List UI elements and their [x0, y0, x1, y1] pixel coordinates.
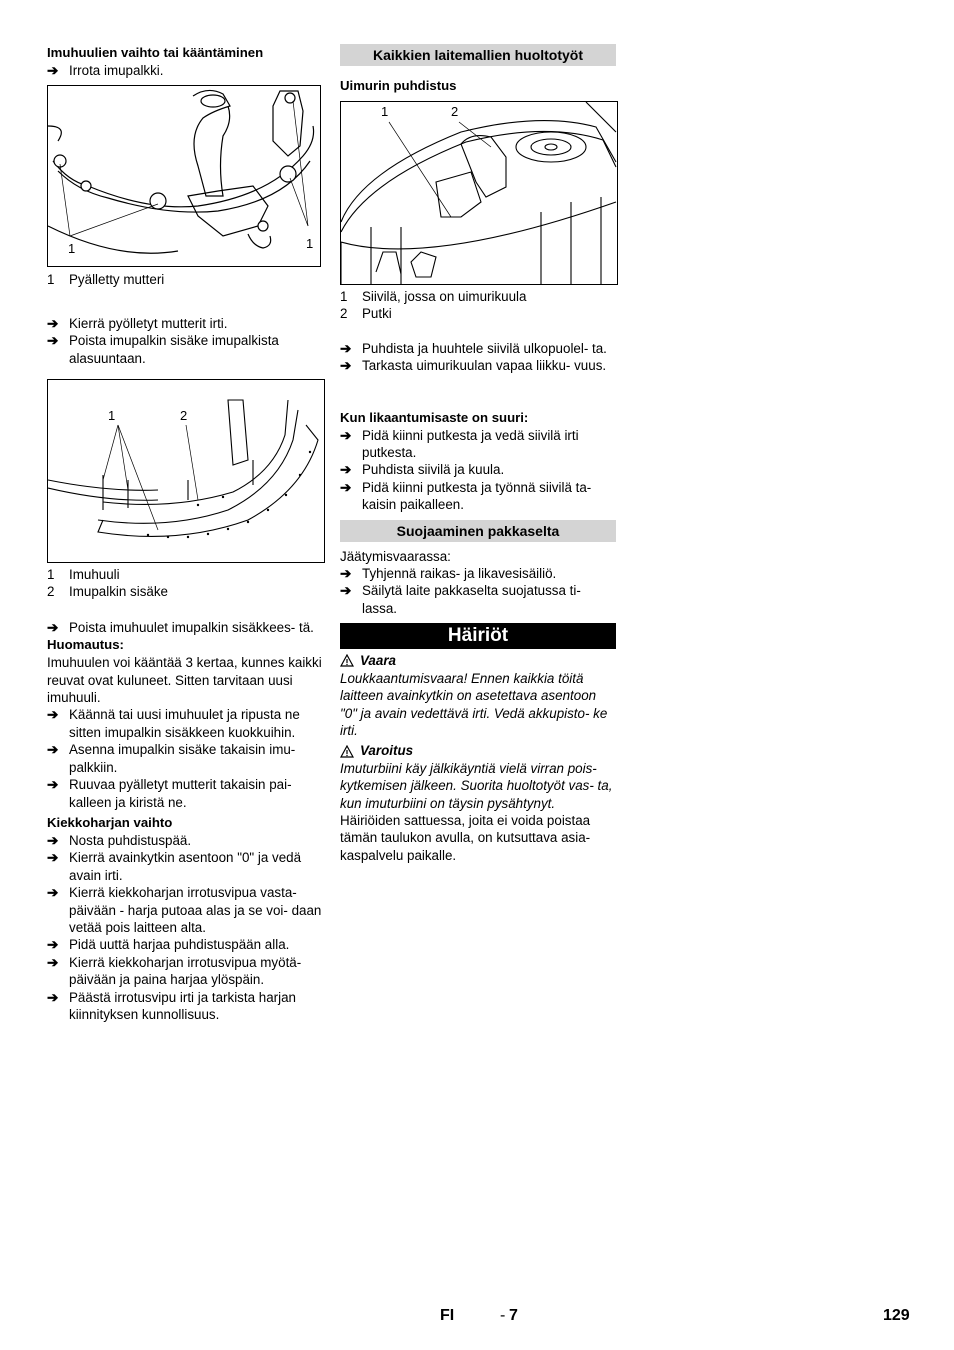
step: ➔ Asenna imupalkin sisäke takaisin imu- palkkiin.	[47, 742, 296, 775]
heading-lip-replacement: Imuhuulien vaihto tai kääntäminen	[47, 45, 264, 60]
legend-figure-3	[340, 288, 616, 323]
arrow-right-icon: ➔	[340, 583, 352, 599]
legend-item: 1 Imuhuuli	[47, 567, 120, 583]
arrow-right-icon: ➔	[47, 707, 59, 723]
footer-language: FI	[440, 1307, 455, 1324]
fault-service-text: Häiriöiden sattuessa, joita ei voida poistaa tämän taulukon avulla, on kutsuttava asia- kaspalvelu paikalle.	[340, 812, 591, 863]
step: ➔ Säilytä laite pakkaselta suojatussa ti- lassa.	[340, 583, 581, 616]
footer-dash: -	[500, 1307, 506, 1324]
warning-heading: Varoitus	[340, 742, 616, 759]
arrow-right-icon: ➔	[47, 989, 59, 1005]
squeegee-insert-illustration	[48, 380, 324, 562]
step: ➔ Pidä kiinni putkesta ja työnnä siivilä ta- kaisin paikalleen.	[340, 479, 592, 513]
arrow-right-icon: ➔	[47, 885, 59, 901]
arrow-right-icon: ➔	[47, 832, 59, 848]
arrow-right-icon: ➔	[47, 742, 59, 758]
step: ➔ Pidä kiinni putkesta ja vedä siivilä irti putkesta.	[340, 427, 579, 461]
warning-triangle-icon	[340, 654, 354, 667]
section-frost-protection: Suojaaminen pakkaselta	[340, 520, 616, 542]
step: ➔ Päästä irrotusvipu irti ja tarkista harjan kiinnityksen kunnollisuus.	[47, 989, 296, 1022]
step: ➔ Käännä tai uusi imuhuulet ja ripusta ne sitten imupalkin sisäkkeen kuokkuihin.	[47, 707, 300, 740]
arrow-right-icon: ➔	[340, 340, 352, 356]
callout-1-left: 1	[68, 241, 76, 257]
callout-1: 1	[108, 408, 116, 424]
step: ➔ Tyhjennä raikas- ja likavesisäiliö.	[340, 566, 557, 582]
step: ➔ Irrota imupalkki.	[47, 63, 164, 78]
figure-float-sieve	[340, 101, 618, 285]
note-heading: Huomautus:	[47, 637, 124, 653]
arrow-right-icon: ➔	[47, 333, 59, 349]
squeegee-illustration	[48, 86, 320, 266]
danger-text: Loukkaantumisvaara! Ennen kaikkia töitä laitteen avainkytkin on asetettava asentoon "0" ja avain vedettävä irti. Vedä akkupisto- ke irti.	[340, 670, 608, 738]
step: ➔ Kierrä pyölletyt mutterit irti.	[47, 315, 228, 331]
warning-triangle-icon	[340, 745, 354, 758]
arrow-right-icon: ➔	[47, 850, 59, 866]
callout-2: 2	[451, 104, 459, 119]
section-maintenance-all-models: Kaikkien laitemallien huoltotyöt	[340, 44, 616, 66]
step: ➔ Poista imuhuulet imupalkin sisäkkees- tä.	[47, 619, 314, 635]
legend-figure-2	[47, 566, 323, 601]
frost-intro: Jäätymisvaarassa:	[340, 548, 451, 564]
arrow-right-icon: ➔	[47, 937, 59, 953]
legend-item: 2 Imupalkin sisäke	[47, 584, 168, 600]
arrow-right-icon: ➔	[340, 566, 352, 582]
step: ➔ Puhdista siivilä ja kuula.	[340, 462, 505, 478]
arrow-right-icon: ➔	[47, 63, 59, 78]
callout-1: 1	[381, 104, 389, 119]
heading-heavy-soiling: Kun likaantumisaste on suuri:	[340, 409, 529, 425]
step: ➔ Puhdista ja huuhtele siivilä ulkopuolel- ta.	[340, 340, 607, 356]
left-column	[47, 44, 323, 1023]
heading-float-cleaning: Uimurin puhdistus	[340, 78, 457, 93]
step: ➔ Pidä uuttä harjaa puhdistuspään alla.	[47, 937, 290, 953]
float-sieve-illustration	[341, 102, 617, 284]
page-number: 129	[883, 1307, 910, 1324]
right-column	[340, 44, 616, 864]
arrow-right-icon: ➔	[47, 619, 59, 635]
step: ➔ Ruuvaa pyälletyt mutterit takaisin pai- kalleen ja kiristä ne.	[47, 777, 292, 810]
section-faults: Häiriöt	[340, 623, 616, 649]
arrow-right-icon: ➔	[340, 358, 352, 374]
arrow-right-icon: ➔	[47, 315, 59, 331]
step: ➔ Nosta puhdistuspää.	[47, 832, 192, 848]
arrow-right-icon: ➔	[340, 479, 352, 495]
footer-section-page: 7	[509, 1307, 518, 1324]
heading-brush-replacement: Kiekkoharjan vaihto	[47, 814, 173, 830]
arrow-right-icon: ➔	[47, 777, 59, 793]
step: ➔ Kierrä kiekkoharjan irrotusvipua myötä- päivään ja paina harjaa ylöspäin.	[47, 954, 302, 988]
legend-item: 1 Pyälletty mutteri	[47, 272, 165, 288]
step: ➔ Poista imupalkin sisäke imupalkista alasuuntaan.	[47, 333, 279, 366]
note-text: Imuhuulen voi kääntää 3 kertaa, kunnes kaikki reuvat ovat kuluneet. Sitten tarvitaan uusi imuhuuli.	[47, 655, 322, 706]
arrow-right-icon: ➔	[47, 954, 59, 970]
callout-2: 2	[180, 408, 188, 424]
figure-squeegee-insert	[47, 379, 325, 563]
arrow-right-icon: ➔	[340, 427, 352, 443]
legend-figure-1	[47, 271, 323, 288]
danger-heading: Vaara	[340, 652, 616, 669]
legend-item: 2 Putki	[340, 306, 392, 322]
callout-1-right: 1	[306, 236, 314, 252]
step: ➔ Kierrä avainkytkin asentoon "0" ja vedä avain irti.	[47, 850, 302, 883]
legend-item: 1 Siivilä, jossa on uimurikuula	[340, 289, 527, 304]
warning-text: Imuturbiini käy jälkikäyntiä vielä virran pois- kytkemisen jälkeen. Suorita huoltotyöt vas- ta, kun imuturbiini on täysin pysähtynyt.	[340, 760, 613, 811]
step: ➔ Tarkasta uimurikuulan vapaa liikku- vuus.	[340, 358, 607, 374]
arrow-right-icon: ➔	[340, 462, 352, 478]
figure-squeegee-nuts	[47, 85, 321, 267]
step: ➔ Kierrä kiekkoharjan irrotusvipua vasta- päivään - harja putoaa alas ja se voi- daan vetää pois laitteen alta.	[47, 885, 322, 935]
